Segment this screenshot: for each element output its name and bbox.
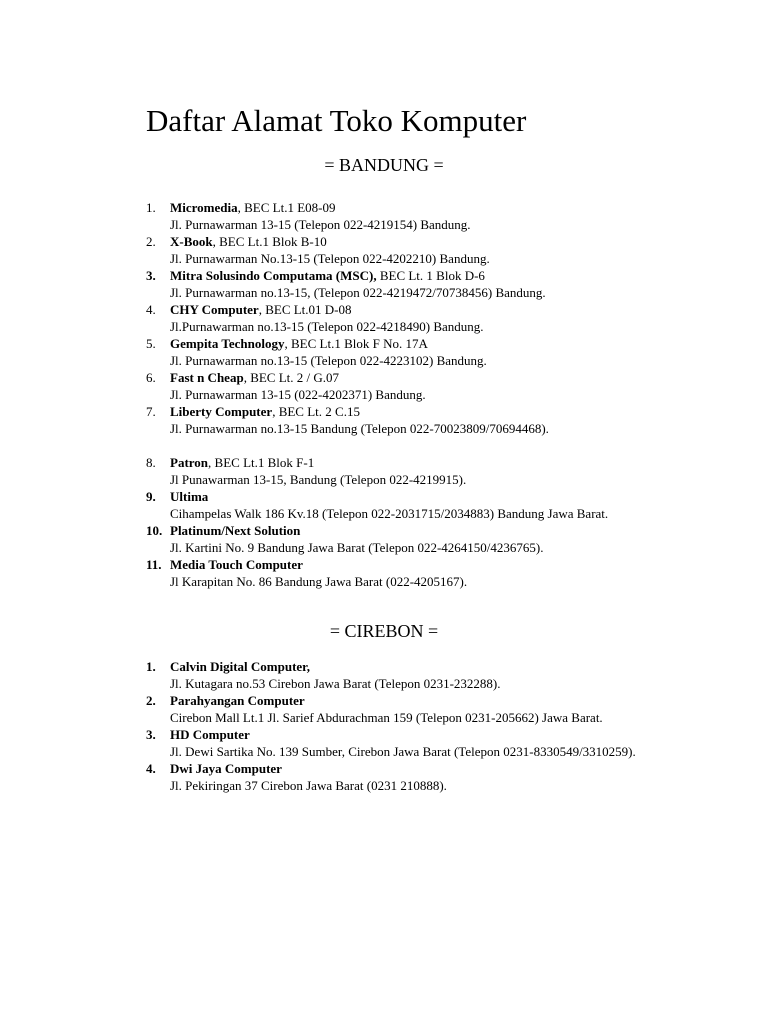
store-location: , BEC Lt.1 Blok F No. 17A — [284, 336, 428, 351]
item-number: 2. — [146, 234, 156, 249]
store-location: , BEC Lt. 2 / G.07 — [243, 370, 340, 385]
store-address: Jl Punawarman 13-15, Bandung (Telepon 022-4219915). — [170, 472, 467, 487]
item-number: 2. — [146, 693, 156, 708]
store-location: , BEC Lt.01 D-08 — [258, 302, 352, 317]
store-name: Parahyangan Computer — [170, 693, 305, 708]
store-name: Patron — [170, 455, 209, 470]
store-address: Jl. Purnawarman 13-15 (Telepon 022-4219154) Bandung. — [170, 217, 471, 232]
store-address: Jl. Dewi Sartika No. 139 Sumber, Cirebon Jawa Barat (Telepon 0231-8330549/3310259). — [170, 744, 636, 759]
store-name: Liberty Computer — [170, 404, 273, 419]
store-location: BEC Lt. 1 Blok D-6 — [376, 268, 485, 283]
store-name: Ultima — [170, 489, 209, 504]
store-name: CHY Computer — [170, 302, 259, 317]
item-number: 8. — [146, 455, 156, 470]
store-location: , BEC Lt.1 E08-09 — [237, 200, 336, 215]
list-item — [146, 454, 666, 488]
store-name: X-Book — [170, 234, 213, 249]
item-number: 4. — [146, 302, 156, 317]
store-name: Micromedia — [170, 200, 238, 215]
section-heading-bandung: = BANDUNG = — [324, 155, 444, 175]
store-address: Jl Karapitan No. 86 Bandung Jawa Barat (022-4205167). — [170, 574, 468, 589]
store-address: Jl. Purnawarman no.13-15 (Telepon 022-4223102) Bandung. — [170, 353, 487, 368]
store-address: Jl.Purnawarman no.13-15 (Telepon 022-4218490) Bandung. — [170, 319, 484, 334]
store-address: Cihampelas Walk 186 Kv.18 (Telepon 022-2031715/2034883) Bandung Jawa Barat. — [170, 506, 609, 521]
item-number: 3. — [146, 727, 156, 742]
store-address: Cirebon Mall Lt.1 Jl. Sarief Abdurachman 159 (Telepon 0231-205662) Jawa Barat. — [170, 710, 603, 725]
list-item — [146, 199, 666, 233]
list-item — [146, 760, 666, 794]
store-address: Jl. Kutagara no.53 Cirebon Jawa Barat (Telepon 0231-232288). — [170, 676, 501, 691]
list-item — [146, 556, 666, 590]
list-item — [146, 726, 666, 760]
list-item — [146, 369, 666, 403]
item-number: 11. — [146, 557, 162, 572]
section-heading-cirebon: = CIREBON = — [329, 621, 439, 641]
store-location: , BEC Lt.1 Blok F-1 — [208, 455, 315, 470]
list-item — [146, 522, 666, 556]
item-number: 1. — [146, 200, 156, 215]
store-name: HD Computer — [170, 727, 250, 742]
item-number: 1. — [146, 659, 156, 674]
store-location: , BEC Lt. 2 C.15 — [272, 404, 360, 419]
store-list-cirebon — [146, 658, 666, 794]
store-name: Gempita Technology — [170, 336, 285, 351]
store-name: Mitra Solusindo Computama (MSC), — [170, 268, 377, 283]
store-address: Jl. Purnawarman 13-15 (022-4202371) Bandung. — [170, 387, 426, 402]
page-title: Daftar Alamat Toko Komputer — [146, 103, 527, 138]
list-item — [146, 692, 666, 726]
item-number: 10. — [146, 523, 163, 538]
store-address: Jl. Purnawarman no.13-15 Bandung (Telepon 022-70023809/70694468). — [170, 421, 549, 436]
item-number: 4. — [146, 761, 156, 776]
item-number: 3. — [146, 268, 156, 283]
store-name: Fast n Cheap — [170, 370, 244, 385]
list-item — [146, 658, 666, 692]
store-name: Calvin Digital Computer, — [170, 659, 310, 674]
list-item — [146, 233, 666, 267]
list-item — [146, 335, 666, 369]
store-name: Dwi Jaya Computer — [170, 761, 282, 776]
list-item — [146, 488, 666, 522]
store-name: Media Touch Computer — [170, 557, 303, 572]
store-address: Jl. Kartini No. 9 Bandung Jawa Barat (Telepon 022-4264150/4236765). — [170, 540, 544, 555]
store-location: , BEC Lt.1 Blok B-10 — [212, 234, 327, 249]
store-list-bandung — [146, 199, 666, 590]
store-address: Jl. Purnawarman No.13-15 (Telepon 022-4202210) Bandung. — [170, 251, 490, 266]
list-item — [146, 403, 666, 437]
store-address: Jl. Purnawarman no.13-15, (Telepon 022-4219472/70738456) Bandung. — [170, 285, 546, 300]
item-number: 5. — [146, 336, 156, 351]
item-number: 7. — [146, 404, 156, 419]
list-item — [146, 301, 666, 335]
item-number: 6. — [146, 370, 156, 385]
item-number: 9. — [146, 489, 156, 504]
list-item — [146, 267, 666, 301]
store-name: Platinum/Next Solution — [170, 523, 301, 538]
store-address: Jl. Pekiringan 37 Cirebon Jawa Barat (0231 210888). — [170, 778, 447, 793]
